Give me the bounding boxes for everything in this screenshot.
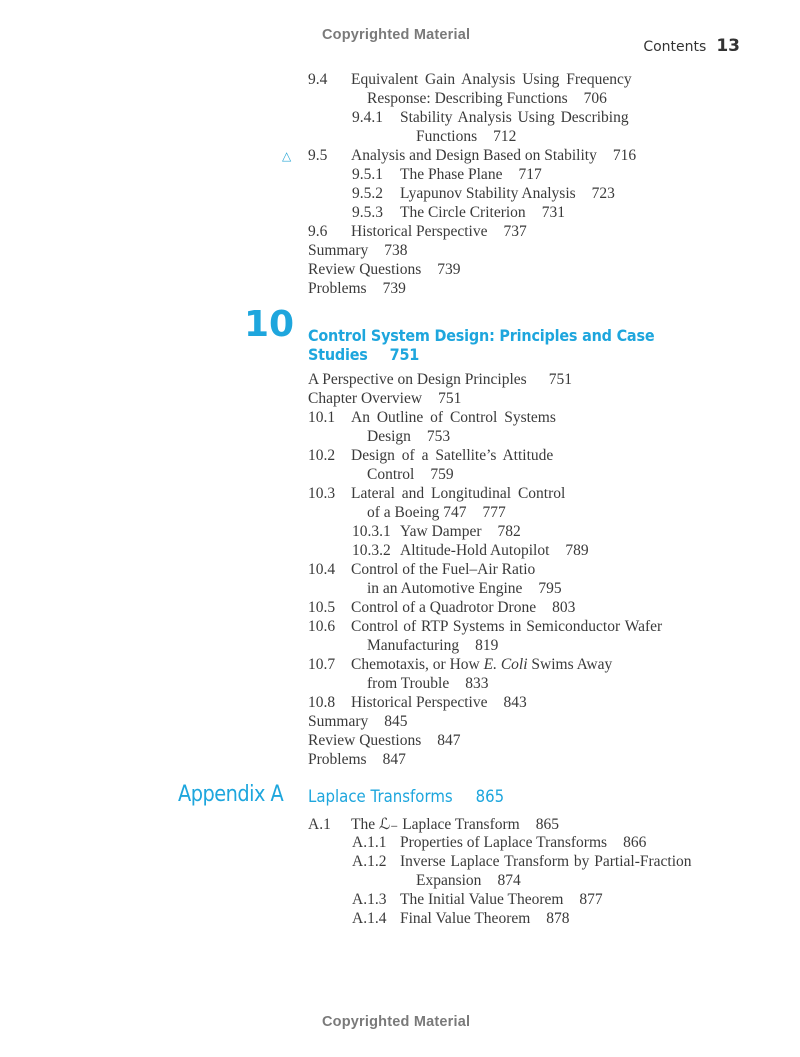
toc-entry[interactable] <box>308 371 572 389</box>
entry-page: 789 <box>565 542 589 559</box>
entry-page: 753 <box>426 428 451 445</box>
appendix-title-text: Laplace Transforms <box>308 787 453 807</box>
entry-number: 9.4 <box>308 71 328 88</box>
toc-entry[interactable] <box>352 109 629 127</box>
entry-title: Lyapunov Stability Analysis <box>400 185 576 202</box>
entry-title: Control <box>367 466 415 483</box>
appendix-page: 865 <box>475 787 505 807</box>
entry-title: Chapter Overview <box>308 390 423 407</box>
entry-title: Chemotaxis, or How <box>351 656 484 673</box>
entry-page: 845 <box>384 713 408 730</box>
entry-title: The ℒ₋ Laplace Transform <box>351 816 520 833</box>
toc-entry[interactable] <box>352 523 521 541</box>
entry-title: Equivalent Gain Analysis Using Frequency <box>351 71 632 88</box>
chapter-title-line2: Studies <box>308 345 368 364</box>
running-head <box>643 36 740 56</box>
toc-entry[interactable] <box>308 751 406 769</box>
entry-page: 847 <box>382 751 406 768</box>
entry-title: in an Automotive Engine <box>367 580 523 597</box>
toc-entry[interactable] <box>308 713 408 731</box>
entry-title: Control of RTP Systems in Semiconductor Wafer <box>351 618 663 635</box>
entry-title: Review Questions <box>308 732 422 749</box>
entry-title: Final Value Theorem <box>400 910 531 927</box>
entry-title: The Initial Value Theorem <box>400 891 564 908</box>
entry-title: An Outline of Control Systems <box>351 409 556 426</box>
entry-page: 847 <box>437 732 461 749</box>
toc-entry[interactable] <box>308 599 575 617</box>
toc-entry[interactable] <box>352 891 603 909</box>
entry-title: Summary <box>308 713 369 730</box>
entry-page: 877 <box>579 891 603 908</box>
entry-number: A.1.4 <box>352 910 387 927</box>
toc-entry-cont[interactable] <box>367 580 562 598</box>
entry-number: A.1.3 <box>352 891 387 908</box>
entry-title: Historical Perspective <box>351 223 488 240</box>
entry-page: 795 <box>538 580 562 597</box>
entry-number: 10.3 <box>308 485 336 502</box>
toc-entry-cont[interactable] <box>416 872 521 890</box>
chapter-page: 751 <box>389 345 420 364</box>
entry-page: 874 <box>497 872 521 889</box>
toc-entry-cont[interactable] <box>416 128 516 146</box>
running-title: Contents <box>643 39 707 55</box>
toc-entry-cont[interactable] <box>367 675 489 693</box>
entry-page: 803 <box>552 599 576 616</box>
entry-number: A.1 <box>308 816 331 833</box>
entry-number: A.1.1 <box>352 834 387 851</box>
toc-entry[interactable] <box>308 390 461 408</box>
entry-title: Problems <box>308 751 367 768</box>
entry-page: 819 <box>475 637 499 654</box>
copyright-watermark-top: Copyrighted Material <box>322 27 471 43</box>
entry-number: 9.5.1 <box>352 166 383 183</box>
appendix-label: Appendix A <box>178 782 284 807</box>
toc-entry-cont[interactable] <box>367 504 506 522</box>
entry-number: 9.5 <box>308 147 328 164</box>
triangle-icon: △ <box>282 149 292 163</box>
entry-number: 9.5.2 <box>352 185 383 202</box>
entry-page: 759 <box>430 466 454 483</box>
entry-page: 777 <box>482 504 506 521</box>
toc-entry[interactable] <box>308 618 662 636</box>
entry-number: A.1.2 <box>352 853 387 870</box>
toc-entry[interactable] <box>308 656 612 674</box>
toc-entry[interactable] <box>308 280 406 298</box>
entry-title: Manufacturing <box>367 637 460 654</box>
toc-entry[interactable] <box>308 485 565 503</box>
toc-entry[interactable] <box>308 147 636 165</box>
entry-number: 10.2 <box>308 447 336 464</box>
toc-entry[interactable] <box>308 261 460 279</box>
entry-title: Yaw Damper <box>400 523 482 540</box>
entry-title: of a Boeing 747 <box>367 504 467 521</box>
entry-page: 833 <box>465 675 489 692</box>
entry-title: The Phase Plane <box>400 166 503 183</box>
entry-number: 9.5.3 <box>352 204 383 221</box>
page-number: 13 <box>716 36 740 56</box>
entry-title: Stability Analysis Using Describing <box>400 109 629 126</box>
entry-number: 10.7 <box>308 656 336 673</box>
entry-page: 865 <box>535 816 559 833</box>
entry-page: 782 <box>497 523 521 540</box>
entry-page: 843 <box>503 694 527 711</box>
entry-page: 739 <box>382 280 406 297</box>
toc-entry-cont[interactable] <box>367 466 454 484</box>
entry-title: Swims Away <box>527 656 613 673</box>
entry-title: Properties of Laplace Transforms <box>400 834 608 851</box>
entry-number: 10.3.1 <box>352 523 391 540</box>
toc-entry[interactable] <box>308 242 408 260</box>
entry-number: 10.8 <box>308 694 336 711</box>
entry-page: 737 <box>503 223 527 240</box>
entry-number: 10.5 <box>308 599 336 616</box>
entry-page: 878 <box>546 910 570 927</box>
toc-entry[interactable] <box>352 185 615 203</box>
toc-entry[interactable] <box>308 815 559 834</box>
entry-page: 712 <box>493 128 517 145</box>
toc-entry[interactable] <box>308 409 556 427</box>
chapter-title[interactable]: Control System Design: Principles and Case <box>308 326 655 345</box>
entry-title: Functions <box>416 128 478 145</box>
entry-page: 731 <box>541 204 565 221</box>
entry-title: Historical Perspective <box>351 694 488 711</box>
entry-title: A Perspective on Design Principles <box>308 371 527 388</box>
entry-page: 723 <box>591 185 615 202</box>
entry-page: 706 <box>583 90 607 107</box>
entry-number: 9.4.1 <box>352 109 383 126</box>
entry-title: Altitude-Hold Autopilot <box>400 542 550 559</box>
toc-entry-cont[interactable] <box>367 637 498 655</box>
entry-title: Problems <box>308 280 367 297</box>
entry-page: 739 <box>437 261 461 278</box>
entry-number: 10.1 <box>308 409 336 426</box>
entry-title: Response: Describing Functions <box>367 90 568 107</box>
entry-title: Design of a Satellite’s Attitude <box>351 447 554 464</box>
entry-number: 10.4 <box>308 561 336 578</box>
toc-entry[interactable] <box>352 910 570 928</box>
entry-page: 717 <box>518 166 542 183</box>
toc-entry[interactable] <box>308 71 632 89</box>
toc-entry[interactable] <box>352 166 542 184</box>
toc-entry[interactable] <box>352 542 589 560</box>
entry-title: Review Questions <box>308 261 422 278</box>
toc-entry-cont[interactable] <box>367 428 450 446</box>
entry-title: Inverse Laplace Transform by Partial-Fraction <box>400 853 692 870</box>
entry-title: from Trouble <box>367 675 450 692</box>
toc-entry[interactable] <box>308 447 553 465</box>
entry-number: 9.6 <box>308 223 328 240</box>
entry-title: Expansion <box>416 872 482 889</box>
entry-page: 751 <box>438 390 462 407</box>
entry-number: 10.6 <box>308 618 336 635</box>
toc-entry[interactable] <box>352 853 692 871</box>
entry-number: 10.3.2 <box>352 542 391 559</box>
toc-entry[interactable] <box>308 223 527 241</box>
entry-title: Lateral and Longitudinal Control <box>351 485 566 502</box>
toc-entry[interactable] <box>308 561 535 579</box>
entry-page: 716 <box>612 147 637 164</box>
toc-entry[interactable] <box>308 694 527 712</box>
entry-title: Control of a Quadrotor Drone <box>351 599 537 616</box>
entry-title: Analysis and Design Based on Stability <box>351 147 597 164</box>
entry-page: 751 <box>548 371 572 388</box>
chapter-number: 10 <box>244 304 295 345</box>
toc-entry[interactable] <box>308 732 460 750</box>
entry-title: The Circle Criterion <box>400 204 526 221</box>
appendix-title[interactable] <box>308 787 504 807</box>
chapter-title-cont[interactable] <box>308 345 419 364</box>
entry-title: Summary <box>308 242 369 259</box>
copyright-watermark-bottom: Copyrighted Material <box>322 1014 471 1030</box>
entry-page: 866 <box>623 834 647 851</box>
toc-entry[interactable] <box>352 834 646 852</box>
toc-entry-cont[interactable] <box>367 90 607 108</box>
toc-entry[interactable] <box>352 204 565 222</box>
entry-title: Control of the Fuel–Air Ratio <box>351 561 536 578</box>
entry-title: Design <box>367 428 411 445</box>
entry-title-italic: E. Coli <box>483 656 528 673</box>
entry-page: 738 <box>384 242 408 259</box>
